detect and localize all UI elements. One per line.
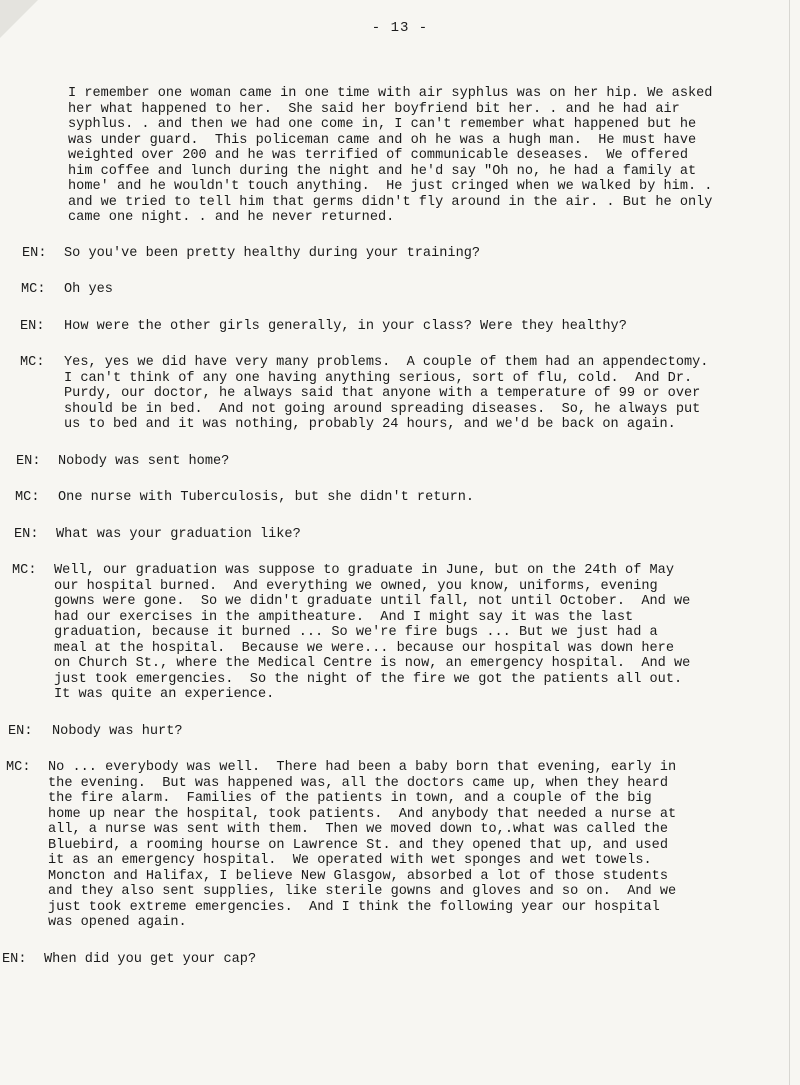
speech-text: Well, our graduation was suppose to graduate in June, but on the 24th of May our hospital burned. And everything we owned, you know, uniforms, evening gowns were gone. So we didn't graduate until fall, not until October. And we had our exercises in the ampitheature. And I might say it was the last graduation, because it burned ... So we're fire bugs ... But we just had a meal at the hospital. Because we were... because our hospital was down here on Church St., where the Medical Centre is now, an emergency hospital. And we just took emergencies. So the night of the fire we got the patients all out. It was quite an experience. — [54, 563, 699, 702]
speaker-label: MC: — [12, 563, 37, 578]
speaker-label: MC: — [21, 282, 46, 297]
speech-text: Yes, yes we did have very many problems. A couple of them had an appendectomy. I can't think of any one having anything serious, sort of flu, cold. And Dr. Purdy, our doctor, he always said that anyone with a temperature of 99 or over should be in bed. And not going around spreading diseases. So, he always put us to bed and it was nothing, probably 24 hours, and we'd be back on again. — [64, 355, 725, 432]
transcript-entry — [0, 454, 800, 470]
transcript-entry — [0, 563, 800, 703]
speaker-label: EN: — [16, 453, 41, 469]
transcript-entry — [0, 760, 800, 931]
speech-text: Oh yes — [64, 282, 113, 297]
speaker-label: EN: — [2, 951, 27, 967]
speech-text: What was your graduation like? — [56, 526, 301, 542]
speech-text: No ... everybody was well. There had been a baby born that evening, early in the evening. But was happened was, all the doctors came up, when they heard the fire alarm. Families of the patients in town, and a couple of the big home up near the hospital, took patients. And anybody that needed a nurse at all, a nurse was sent with them. Then we moved down to,.what was called the Bluebird, a rooming hourse on Lawrence St. and they opened that up, and used it as an emergency hospital. We operated with wet sponges and wet towels. Moncton and Halifax, I believe New Glasgow, absorbed a lot of those students and they also sent supplies, like sterile gowns and gloves and so on. And we just took extreme emergencies. And I think the following year our hospital was opened again. — [48, 760, 685, 930]
speaker-label: EN: — [8, 723, 33, 739]
speech-text: How were the other girls generally, in your class? Were they healthy? — [64, 318, 627, 334]
speech-text: One nurse with Tuberculosis, but she didn't return. — [58, 490, 475, 505]
transcript-entry — [0, 246, 800, 262]
speaker-label: EN: — [20, 318, 45, 334]
speaker-label: MC: — [15, 490, 40, 505]
speech-text: Nobody was hurt? — [52, 723, 183, 739]
transcript-entry — [0, 527, 800, 543]
transcript-entry — [0, 952, 800, 968]
speaker-label: EN: — [14, 526, 39, 542]
page-number: - 13 - — [371, 20, 429, 36]
transcript-entry — [0, 724, 800, 740]
transcript-entry-continuation — [0, 86, 800, 226]
speech-text: When did you get your cap? — [44, 951, 257, 967]
transcript-entry — [0, 490, 800, 506]
speaker-label: MC: — [20, 355, 45, 370]
speaker-label: EN: — [22, 245, 47, 261]
transcript-entry — [0, 282, 800, 298]
speech-text: So you've been pretty healthy during your training? — [64, 245, 481, 261]
transcript-entry — [0, 319, 800, 335]
interview-transcript — [0, 86, 800, 988]
speaker-label: MC: — [6, 760, 31, 775]
transcript-entry — [0, 355, 800, 433]
speech-text: I remember one woman came in one time with air syphlus was on her hip. We asked her what happened to her. She said her boyfriend bit her. . and he had air syphlus. . and then we had one come in, I can't remember what happened but he was under guard. This policeman came and oh he was a hugh man. He must have weighted over 200 and he was terrified of communicable deseases. We offered him coffee and lunch during the night and he'd say "Oh no, he had a family at home' and he wouldn't touch anything. He just cringed when we walked by him. . and we tried to tell him that germs didn't fly around in the air. . But he only came one night. . and he never returned. — [68, 86, 721, 225]
speech-text: Nobody was sent home? — [58, 453, 230, 469]
